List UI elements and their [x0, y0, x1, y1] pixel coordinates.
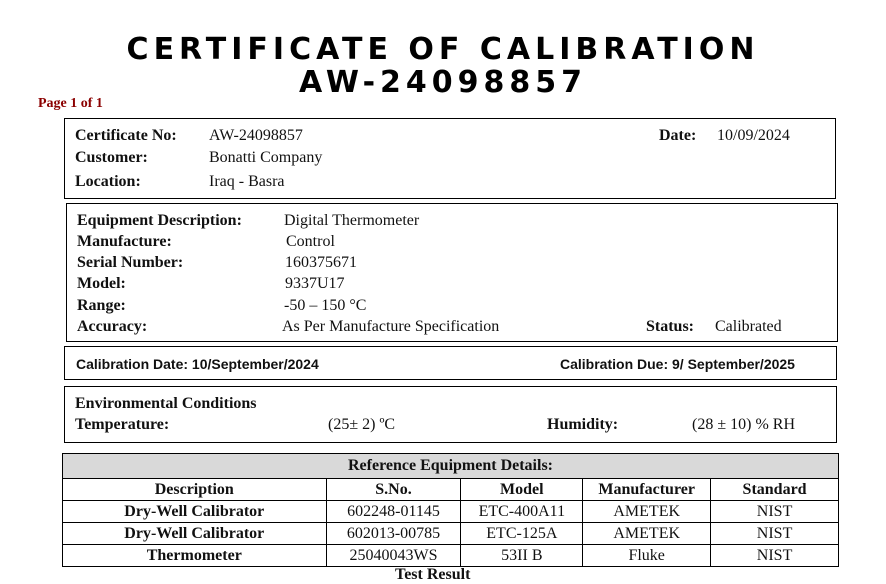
row-model: 53II B: [461, 545, 583, 567]
reference-table-caption: Reference Equipment Details:: [63, 454, 839, 479]
certificate-no-label: Certificate No:: [75, 127, 177, 144]
equipment-description-value: Digital Thermometer: [284, 212, 420, 229]
status-label: Status:: [646, 318, 695, 335]
calibration-dates-box: [64, 346, 837, 380]
row-model: ETC-400A11: [461, 501, 583, 523]
row-description: Dry-Well Calibrator: [63, 501, 327, 523]
date-value: 10/09/2024: [717, 127, 790, 144]
row-model: ETC-125A: [461, 523, 583, 545]
model-value: 9337U17: [285, 275, 345, 292]
range-label: Range:: [77, 297, 126, 314]
row-description: Dry-Well Calibrator: [63, 523, 327, 545]
table-row: [63, 501, 839, 523]
temperature-value: (25± 2) ºC: [328, 416, 396, 433]
environment-heading: Environmental Conditions: [75, 395, 257, 412]
manufacture-value: Control: [286, 233, 335, 250]
humidity-label: Humidity:: [547, 416, 619, 433]
certificate-number-title: AW-24098857: [298, 65, 588, 100]
status-value: Calibrated: [715, 318, 782, 335]
column-header-manufacturer: Manufacturer: [583, 479, 711, 501]
customer-value: Bonatti Company: [209, 149, 323, 166]
accuracy-label: Accuracy:: [77, 318, 148, 335]
table-row: [63, 545, 839, 567]
test-result-heading: Test Result: [395, 566, 471, 583]
table-row: [63, 523, 839, 545]
row-serial: 602013-00785: [326, 523, 461, 545]
row-standard: NIST: [711, 545, 839, 567]
calibration-date: Calibration Date: 10/September/2024: [76, 356, 319, 372]
location-label: Location:: [75, 173, 141, 190]
environment-box: [64, 386, 837, 443]
row-description: Thermometer: [63, 545, 327, 567]
serial-number-label: Serial Number:: [77, 254, 184, 271]
customer-label: Customer:: [75, 149, 148, 166]
calibration-due: Calibration Due: 9/ September/2025: [560, 356, 795, 372]
row-standard: NIST: [711, 501, 839, 523]
location-value: Iraq - Basra: [209, 173, 285, 190]
certificate-no-value: AW-24098857: [209, 127, 303, 144]
model-label: Model:: [77, 275, 126, 292]
temperature-label: Temperature:: [75, 416, 170, 433]
column-header-serial: S.No.: [326, 479, 461, 501]
humidity-value: (28 ± 10) % RH: [692, 416, 795, 433]
reference-equipment-table: [62, 453, 839, 567]
row-manufacturer: Fluke: [583, 545, 711, 567]
range-value: -50 – 150 °C: [284, 297, 367, 314]
column-header-description: Description: [63, 479, 327, 501]
row-serial: 602248-01145: [326, 501, 461, 523]
row-serial: 25040043WS: [326, 545, 461, 567]
serial-number-value: 160375671: [285, 254, 357, 271]
date-label: Date:: [659, 127, 697, 144]
certificate-title: CERTIFICATE OF CALIBRATION: [126, 32, 760, 67]
row-standard: NIST: [711, 523, 839, 545]
row-manufacturer: AMETEK: [583, 523, 711, 545]
accuracy-value: As Per Manufacture Specification: [282, 318, 500, 335]
column-header-model: Model: [461, 479, 583, 501]
header-box: [64, 118, 836, 199]
row-manufacturer: AMETEK: [583, 501, 711, 523]
manufacture-label: Manufacture:: [77, 233, 172, 250]
equipment-box: [66, 203, 838, 342]
equipment-description-label: Equipment Description:: [77, 212, 242, 229]
page-indicator: Page 1 of 1: [38, 96, 103, 111]
column-header-standard: Standard: [711, 479, 839, 501]
